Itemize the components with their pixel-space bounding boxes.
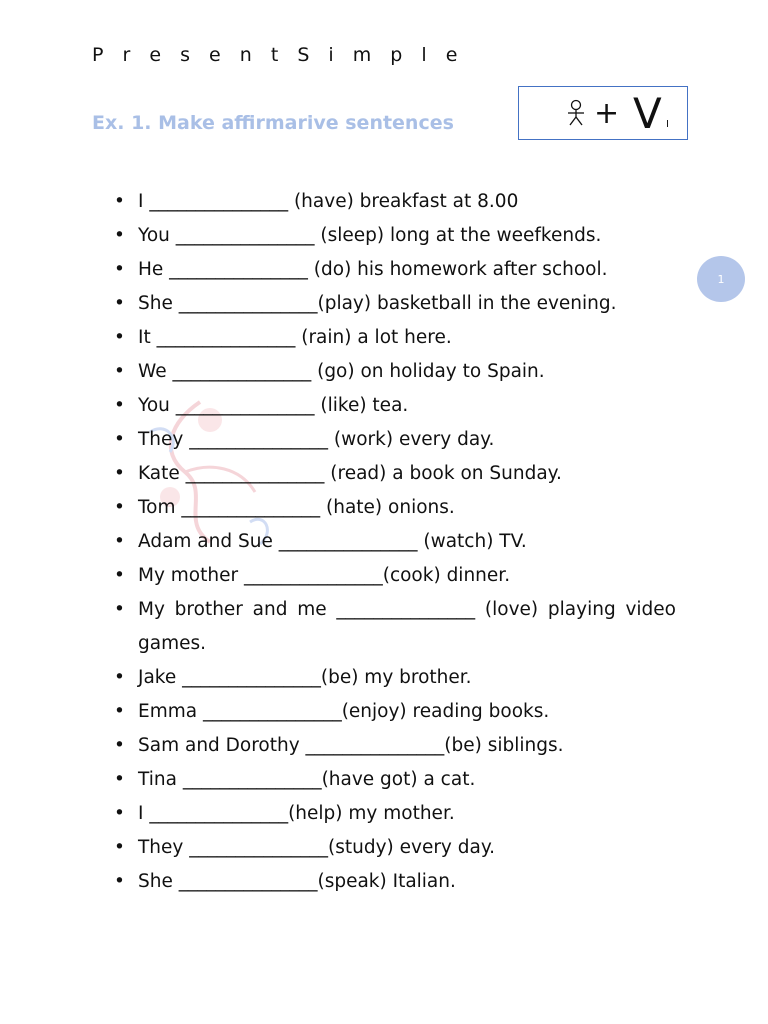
sentence-item: • They _______________(study) every day. [138,831,676,865]
sentence-item: • Jake _______________(be) my brother. [138,661,676,695]
sentence-item: • We _______________ (go) on holiday to Spain. [138,355,676,389]
sentence-item: • You _______________ (like) tea. [138,389,676,423]
sentence-item: • You _______________ (sleep) long at the weefkends. [138,219,676,253]
sentence-item: • I _______________ (have) breakfast at 8.00 [138,185,676,219]
sentence-item: • Adam and Sue _______________ (watch) TV. [138,525,676,559]
sentence-item: • Emma _______________(enjoy) reading books. [138,695,676,729]
sentence-item: • My mother _______________(cook) dinner. [138,559,676,593]
verb-subscript: I [666,119,669,130]
document-title: P r e s e n t S i m p l e [92,44,464,66]
verb-symbol: V [633,89,662,138]
person-icon [565,99,587,131]
sentence-item: • Kate _______________ (read) a book on Sunday. [138,457,676,491]
sentence-item: • Tom _______________ (hate) onions. [138,491,676,525]
sentence-item: • My brother and me _______________ (love) playing video games. [138,593,676,661]
sentence-item: • They _______________ (work) every day. [138,423,676,457]
plus-sign: + [594,96,620,131]
sentence-item: • It _______________ (rain) a lot here. [138,321,676,355]
sentence-item: • She _______________(play) basketball in the evening. [138,287,676,321]
sentence-item: • She _______________(speak) Italian. [138,865,676,899]
sentence-item: • He _______________ (do) his homework after school. [138,253,676,287]
exercise-sentence-list [138,185,676,899]
sentence-item: • Tina _______________(have got) a cat. [138,763,676,797]
sentence-item: • I _______________(help) my mother. [138,797,676,831]
grammar-formula-box [518,86,688,140]
page-number-badge: 1 [697,256,745,302]
exercise-heading: Ex. 1. Make affirmarive sentences [92,112,454,134]
sentence-item: • Sam and Dorothy _______________(be) siblings. [138,729,676,763]
